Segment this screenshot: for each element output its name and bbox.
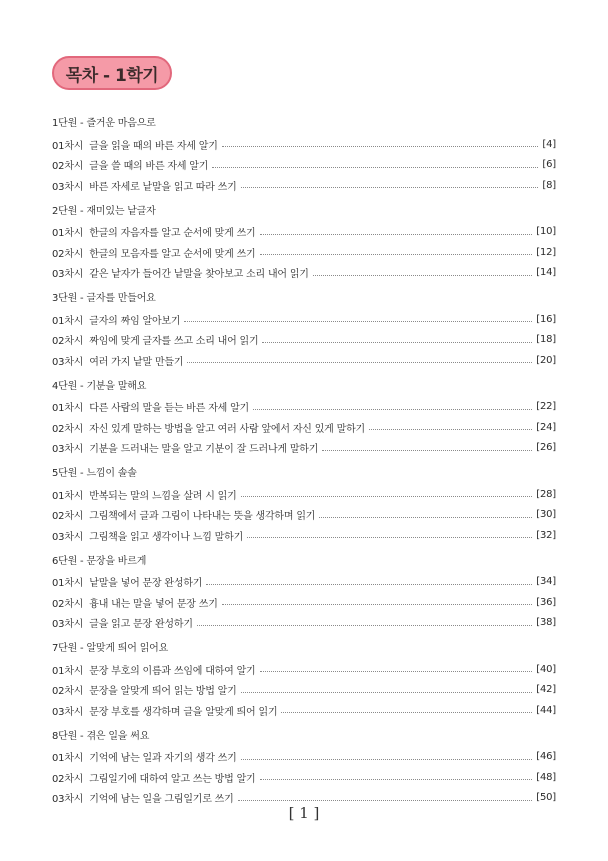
page-reference: [26] (536, 442, 556, 454)
lesson-title: 글을 읽을 때의 바른 자세 알기 (89, 140, 218, 152)
lesson-title: 한글의 모음자를 알고 순서에 맞게 쓰기 (89, 248, 256, 260)
dot-leader (197, 624, 532, 626)
page-reference: [32] (536, 529, 556, 541)
page-reference: [38] (536, 617, 556, 629)
toc-entry[interactable] (52, 680, 556, 701)
lesson-title: 바른 자세로 낱말을 읽고 따라 쓰기 (89, 181, 237, 193)
unit-title: 4단원 - 기분을 말해요 (52, 380, 147, 392)
page-reference: [20] (536, 354, 556, 366)
unit-title: 2단원 - 재미있는 낱글자 (52, 205, 156, 217)
toc-entry[interactable] (52, 309, 556, 330)
toc-entry[interactable] (52, 242, 556, 263)
toc-entry[interactable] (52, 330, 556, 351)
session-number: 02차시 (52, 686, 84, 698)
dot-leader (241, 495, 533, 497)
lesson-title: 같은 낱자가 들어간 낱말을 찾아보고 소리 내어 읽기 (89, 269, 309, 281)
unit-section (52, 114, 556, 196)
page-number: [ 1 ] (288, 804, 320, 822)
session-number: 01차시 (52, 403, 84, 415)
session-number: 01차시 (52, 753, 84, 765)
toc-entry[interactable] (52, 222, 556, 243)
page-reference: [8] (542, 179, 556, 191)
page-reference: [34] (536, 576, 556, 588)
lesson-title: 기억에 남는 일을 그림일기로 쓰기 (89, 794, 234, 806)
unit-section (52, 377, 556, 459)
unit-title: 6단원 - 문장을 바르게 (52, 555, 147, 567)
lesson-title: 그림책에서 글과 그림이 나타내는 뜻을 생각하며 읽기 (89, 511, 316, 523)
session-number: 02차시 (52, 511, 84, 523)
toc-entry[interactable] (52, 767, 556, 788)
session-number: 01차시 (52, 140, 84, 152)
page-reference: [6] (542, 159, 556, 171)
unit-section (52, 289, 556, 371)
lesson-title: 글을 읽고 문장 완성하기 (89, 619, 193, 631)
lesson-title: 자신 있게 말하는 방법을 알고 여러 사람 앞에서 자신 있게 말하기 (89, 423, 365, 435)
lesson-title: 문장 부호를 생각하며 글을 알맞게 띄어 읽기 (89, 706, 278, 718)
page-reference: [50] (536, 792, 556, 804)
dot-leader (206, 583, 532, 585)
dot-leader (319, 516, 532, 518)
dot-leader (281, 711, 532, 713)
session-number: 01차시 (52, 490, 84, 502)
dot-leader (212, 166, 538, 168)
lesson-title: 다른 사람의 말을 듣는 바른 자세 알기 (89, 403, 250, 415)
dot-leader (369, 428, 532, 430)
toc-entry[interactable] (52, 484, 556, 505)
dot-leader (260, 778, 533, 780)
lesson-title: 흉내 내는 말을 넣어 문장 쓰기 (89, 598, 218, 610)
page-reference: [40] (536, 663, 556, 675)
page-reference: [12] (536, 246, 556, 258)
dot-leader (322, 449, 532, 451)
dot-leader (241, 691, 533, 693)
lesson-title: 한글의 자음자를 알고 순서에 맞게 쓰기 (89, 228, 256, 240)
dot-leader (241, 758, 533, 760)
dot-leader (238, 799, 533, 801)
lesson-title: 문장 부호의 이름과 쓰임에 대하여 알기 (89, 665, 256, 677)
session-number: 03차시 (52, 181, 84, 193)
lesson-title: 여러 가지 낱말 만들기 (89, 356, 184, 368)
toc-entry[interactable] (52, 417, 556, 438)
session-number: 01차시 (52, 578, 84, 590)
unit-section (52, 552, 556, 634)
toc-heading: 목차 - 1학기 (52, 56, 172, 90)
dot-leader (253, 408, 532, 410)
dot-leader (260, 670, 533, 672)
session-number: 02차시 (52, 598, 84, 610)
page-reference: [36] (536, 596, 556, 608)
lesson-title: 문장을 알맞게 띄어 읽는 방법 알기 (89, 686, 237, 698)
page-reference: [28] (536, 488, 556, 500)
session-number: 01차시 (52, 228, 84, 240)
session-number: 03차시 (52, 706, 84, 718)
dot-leader (184, 320, 532, 322)
lesson-title: 기분을 드러내는 말을 알고 기분이 잘 드러나게 말하기 (89, 444, 319, 456)
toc-entry[interactable] (52, 438, 556, 459)
toc-entry[interactable] (52, 155, 556, 176)
page-reference: [16] (536, 313, 556, 325)
toc-entry[interactable] (52, 592, 556, 613)
toc-entry[interactable] (52, 572, 556, 593)
page-reference: [10] (536, 226, 556, 238)
toc-entry[interactable] (52, 525, 556, 546)
toc-entry[interactable] (52, 747, 556, 768)
lesson-title: 글을 쓸 때의 바른 자세 알기 (89, 161, 209, 173)
session-number: 03차시 (52, 619, 84, 631)
unit-title: 5단원 - 느낌이 솔솔 (52, 468, 137, 479)
page-reference: [48] (536, 771, 556, 783)
page-reference: [46] (536, 751, 556, 763)
page-reference: [18] (536, 334, 556, 346)
page-reference: [14] (536, 267, 556, 279)
page-reference: [30] (536, 509, 556, 521)
dot-leader (241, 186, 539, 188)
toc-entry[interactable] (52, 659, 556, 680)
toc-entry[interactable] (52, 263, 556, 284)
dot-leader (187, 361, 532, 363)
lesson-title: 짜임에 맞게 글자를 쓰고 소리 내어 읽기 (89, 336, 259, 348)
session-number: 02차시 (52, 423, 84, 435)
dot-leader (260, 233, 533, 235)
toc-entry[interactable] (52, 613, 556, 634)
lesson-title: 그림일기에 대하여 알고 쓰는 방법 알기 (89, 773, 256, 785)
lesson-title: 글자의 짜임 알아보기 (89, 315, 181, 327)
dot-leader (262, 341, 532, 343)
unit-title: 3단원 - 글자를 만들어요 (52, 293, 156, 304)
lesson-title: 반복되는 말의 느낌을 살려 시 읽기 (89, 490, 237, 502)
session-number: 01차시 (52, 665, 84, 677)
dot-leader (260, 253, 533, 255)
toc-entry[interactable] (52, 397, 556, 418)
session-number: 02차시 (52, 336, 84, 348)
toc-entry[interactable] (52, 350, 556, 371)
lesson-title: 기억에 남는 일과 자기의 생각 쓰기 (89, 753, 237, 765)
table-of-contents (52, 114, 556, 814)
toc-entry[interactable] (52, 134, 556, 155)
dot-leader (222, 145, 539, 147)
session-number: 02차시 (52, 248, 84, 260)
session-number: 03차시 (52, 794, 84, 806)
page-reference: [42] (536, 684, 556, 696)
session-number: 03차시 (52, 444, 84, 456)
unit-section (52, 727, 556, 809)
dot-leader (313, 274, 533, 276)
page-reference: [24] (536, 421, 556, 433)
unit-title: 8단원 - 겪은 일을 써요 (52, 730, 150, 742)
dot-leader (222, 603, 533, 605)
lesson-title: 그림책을 읽고 생각이나 느낌 말하기 (89, 531, 244, 543)
session-number: 03차시 (52, 269, 84, 281)
session-number: 01차시 (52, 315, 84, 327)
unit-section (52, 202, 556, 284)
unit-title: 1단원 - 즐거운 마음으로 (52, 118, 156, 129)
page-reference: [22] (536, 401, 556, 413)
toc-entry[interactable] (52, 175, 556, 196)
page-reference: [4] (542, 138, 556, 150)
page-reference: [44] (536, 704, 556, 716)
session-number: 03차시 (52, 356, 84, 368)
lesson-title: 낱말을 넣어 문장 완성하기 (89, 578, 203, 590)
unit-title: 7단원 - 알맞게 띄어 읽어요 (52, 643, 169, 654)
unit-section (52, 639, 556, 721)
session-number: 03차시 (52, 531, 84, 543)
dot-leader (247, 536, 532, 538)
session-number: 02차시 (52, 161, 84, 173)
session-number: 02차시 (52, 773, 84, 785)
unit-section (52, 464, 556, 546)
toc-entry[interactable] (52, 700, 556, 721)
toc-entry[interactable] (52, 505, 556, 526)
